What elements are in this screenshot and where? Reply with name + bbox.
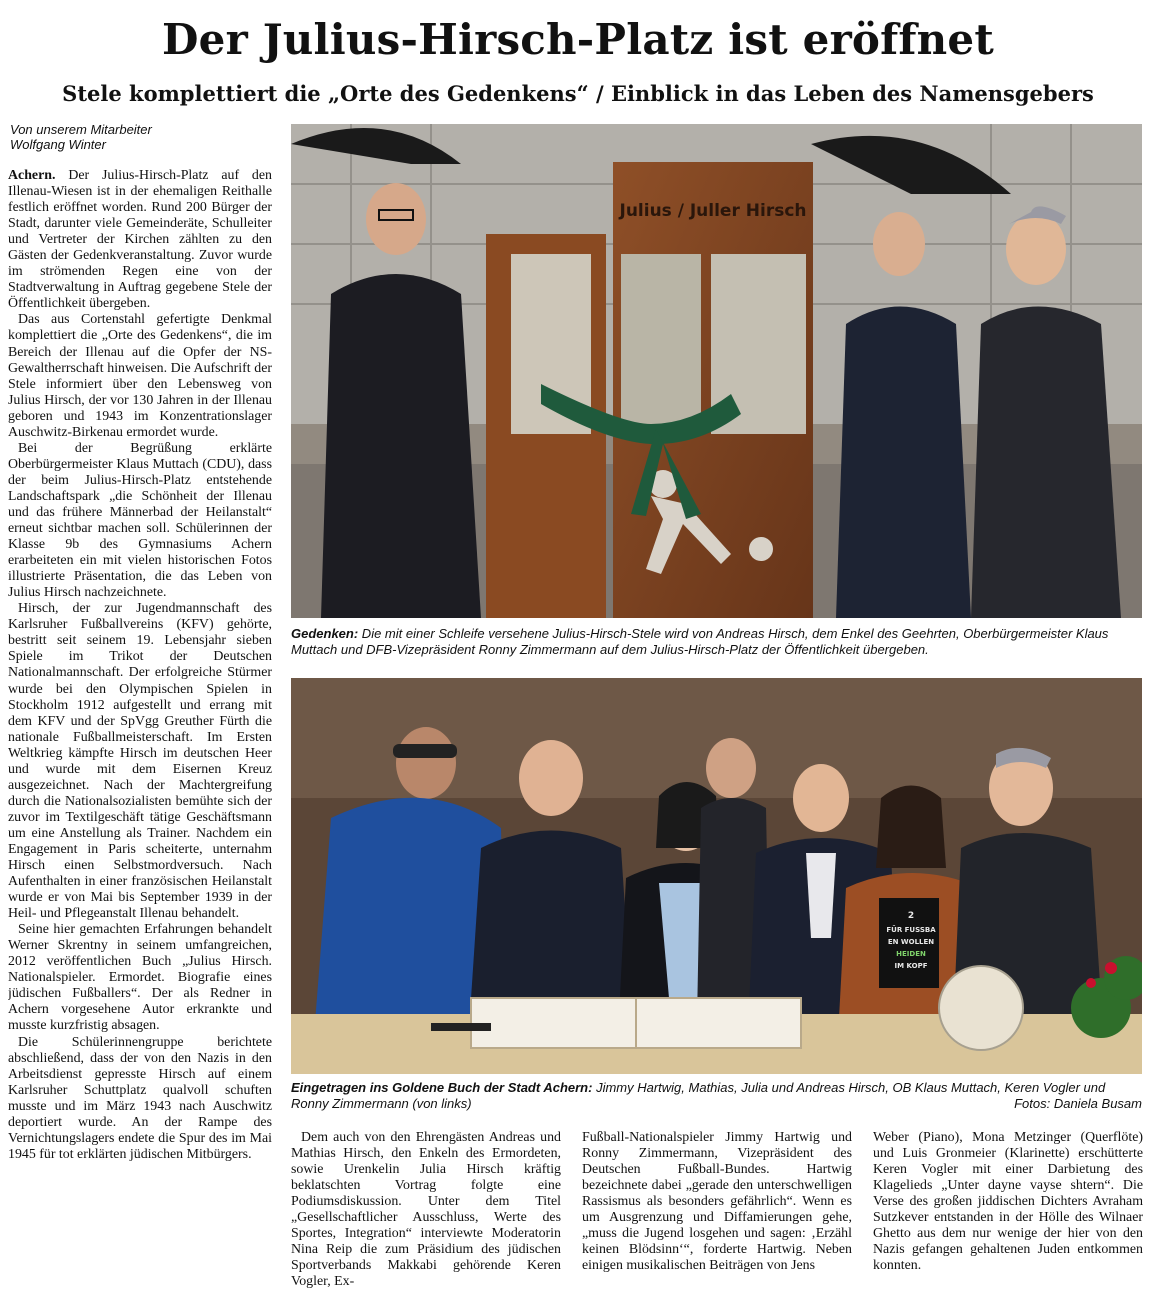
caption-text: Jimmy Hartwig, Mathias, Julia und Andreas Hirsch, OB Klaus Muttach, Keren Vogler und Ronny Zimmermann (von links) <box>291 1080 1106 1111</box>
byline-author: Wolfgang Winter <box>10 137 106 152</box>
headline: Der Julius-Hirsch-Platz ist eröffnet <box>162 15 994 64</box>
article-column-left <box>8 168 272 1296</box>
photo-caption-1 <box>291 626 1142 658</box>
stele-title: Julius / Juller Hirsch <box>619 201 807 221</box>
caption-text: Die mit einer Schleife versehene Julius-Hirsch-Stele wird von Andreas Hirsch, dem Enkel des Geehrten, Oberbürgermeister Klaus Muttach und DFB-Vizepräsident Ronny Zimmermann auf dem Julius-Hirsch-Platz der Öffentlichkeit übergeben. <box>291 626 1109 657</box>
article-paragraph: Dem auch von den Ehrengästen Andreas und Mathias Hirsch, den Enkeln des Ermordeten, sowie Urenkelin Julia Hirsch kräftig beklatschten Vortrag folgte eine Podiumsdiskussion. Unter dem Titel „Gesellschaftlicher Ausschluss, Werte des Sportes, Integration“ interviewte Moderatorin Nina Reip die zum Präsidium des jüdischen Sportverbands Makkabi gehörende Keren Vogler, Ex- <box>291 1130 561 1290</box>
photo-credit: Fotos: Daniela Busam <box>1014 1096 1142 1111</box>
stele-scene-illustration <box>291 124 1142 618</box>
caption-lead: Eingetragen ins Goldene Buch der Stadt Achern: <box>291 1080 593 1095</box>
article-paragraph: Seine hier gemachten Erfahrungen behandelt Werner Skrentny in seinem umfangreichen, 2012 veröffentlichen Buch „Julius Hirsch. Nationalspieler. Ermordet. Biografie eines jüdischen Fußballers“. Der als Redner in Achern vorgesehene Autor erkrankte und musste kurzfristig absagen. <box>8 922 272 1034</box>
dateline: Achern. <box>8 168 56 183</box>
byline-line-1: Von unserem Mitarbeiter <box>10 122 152 137</box>
shirt-text-4: HEIDEN <box>896 950 926 958</box>
shirt-text-1: 2 <box>907 911 915 921</box>
shirt-text-5: IM KOPF <box>894 962 928 970</box>
byline <box>10 122 280 152</box>
signed-football <box>939 966 1023 1050</box>
article-column-bottom-1 <box>291 1130 561 1296</box>
shirt-text-2: FÜR FUSSBA <box>886 926 936 934</box>
article-paragraph <box>8 168 272 312</box>
photo-golden-book <box>291 678 1142 1074</box>
group-photo-illustration <box>291 678 1142 1074</box>
article-paragraph: Das aus Cortenstahl gefertigte Denkmal komplettiert die „Orte des Gedenkens“, die im Bereich der Illenau auf die Opfer der NS-Gewaltherrschaft hinweisen. Die Aufschrift der Stele informiert über den Lebensweg von Julius Hirsch, der vor 130 Jahren in der Illenau geboren und 1943 im Konzentrationslager Auschwitz-Birkenau ermordet wurde. <box>8 312 272 440</box>
article-paragraph: Weber (Piano), Mona Metzinger (Querflöte) und Luis Gronmeier (Klarinette) erschütterte Keren Vogler mit einer Darbietung des Klagelieds „Unter dayne vayse shtern“. Die Verse des großen jiddischen Dichters Avraham Sutzkever entstanden in der Hölle des Wilnaer Ghetto aus dem nur wenige der hier von den Nazis gefangen gehaltenen Juden entkommen konnten. <box>873 1130 1143 1274</box>
article-paragraph: Bei der Begrüßung erklärte Oberbürgermeister Klaus Muttach (CDU), dass der beim Julius-Hirsch-Platz entstehende Landschaftspark „die Schönheit der Illenau und das frühere Männerbad der Heilanstalt“ erneut sichtbar machen soll. Schülerinnen der Klasse 9b des Gymnasiums Achern erarbeiteten ein mit vielen historischen Fotos illustrierte Präsentation, die das Leben von Julius Hirsch nachzeichnete. <box>8 440 272 601</box>
article-column-bottom-3 <box>873 1130 1143 1296</box>
pen <box>431 1023 491 1031</box>
paragraph-text: Der Julius-Hirsch-Platz auf den Illenau-Wiesen ist in der ehemaligen Reithalle festlich eröffnet worden. Rund 200 Bürger der Stadt, darunter viele Gemeinderäte, Schulleiter und Vertreter der Kirchen zählten zu den Gästen der Gedenkveranstaltung. Zuvor wurde im strömenden Regen eine von der Stadtverwaltung in Auftrag gegebene Stele der Öffentlichkeit übergeben. <box>8 168 272 312</box>
subheadline: Stele komplettiert die „Orte des Gedenkens“ / Einblick in das Leben des Namensgebers <box>62 81 1094 106</box>
article-paragraph: Die Schülerinnengruppe berichtete abschließend, dass der von den Nazis in den Arbeitsdienst gepresste Hirsch auf einem Karlsruher Schuttplatz qualvoll schuften musste und im März 1943 nach Auschwitz deportiert wurde. An der Rampe des Vernichtungslagers endete die Spur des im Mai 1945 für tot erklärten jüdischen Mitbürgers. <box>8 1034 272 1162</box>
article-paragraph: Fußball-Nationalspieler Jimmy Hartwig und Ronny Zimmermann, Vizepräsident des Deutschen Fußball-Bundes. Hartwig bezeichnete dabei „gerade den unterschwelligen Rassismus als besonders gefährlich“. Wenn es um Ausgrenzung und Diffamierungen gehe, „muss die Jugend losgehen und sagen: ‚Erzähl keinen Blödsinn‘“, forderte Hartwig. Neben einigen musikalischen Beiträgen von Jens <box>582 1130 852 1274</box>
caption-lead: Gedenken: <box>291 626 359 641</box>
photo-stele-unveiling <box>291 124 1142 618</box>
article-column-bottom-2 <box>582 1130 852 1296</box>
shirt-text-3: EN WOLLEN <box>887 938 935 946</box>
article-paragraph: Hirsch, der zur Jugendmannschaft des Karlsruher Fußballvereins (KFV) gehörte, bestritt seit seinem 19. Lebensjahr sieben Spiele im Trikot der Deutschen Nationalmannschaft. Der erfolgreiche Stürmer wurde bei den Olympischen Spielen in Stockholm 1912 aufgestellt und errang mit dem KFV und der SpVgg Greuther Fürth die nationale Fußballmeisterschaft. Im Ersten Weltkrieg kämpfte Hirsch im deutschen Heer und wurde mit dem Eisernen Kreuz ausgezeichnet. Nach der Machtergreifung durch die Nationalsozialisten bemühte sich der zuvor im Textilgeschäft tätige Geschäftsmann um eine Anstellung als Trainer. Nachdem ein Engagement in Paris scheiterte, unternahm Hirsch einen Selbstmordversuch. Nach Aufenthalten in einer französischen Heilanstalt wurde er von Mai bis September 1939 in der Heil- und Pflegeanstalt Illenau behandelt. <box>8 601 272 922</box>
photo-caption-2 <box>291 1080 1142 1112</box>
